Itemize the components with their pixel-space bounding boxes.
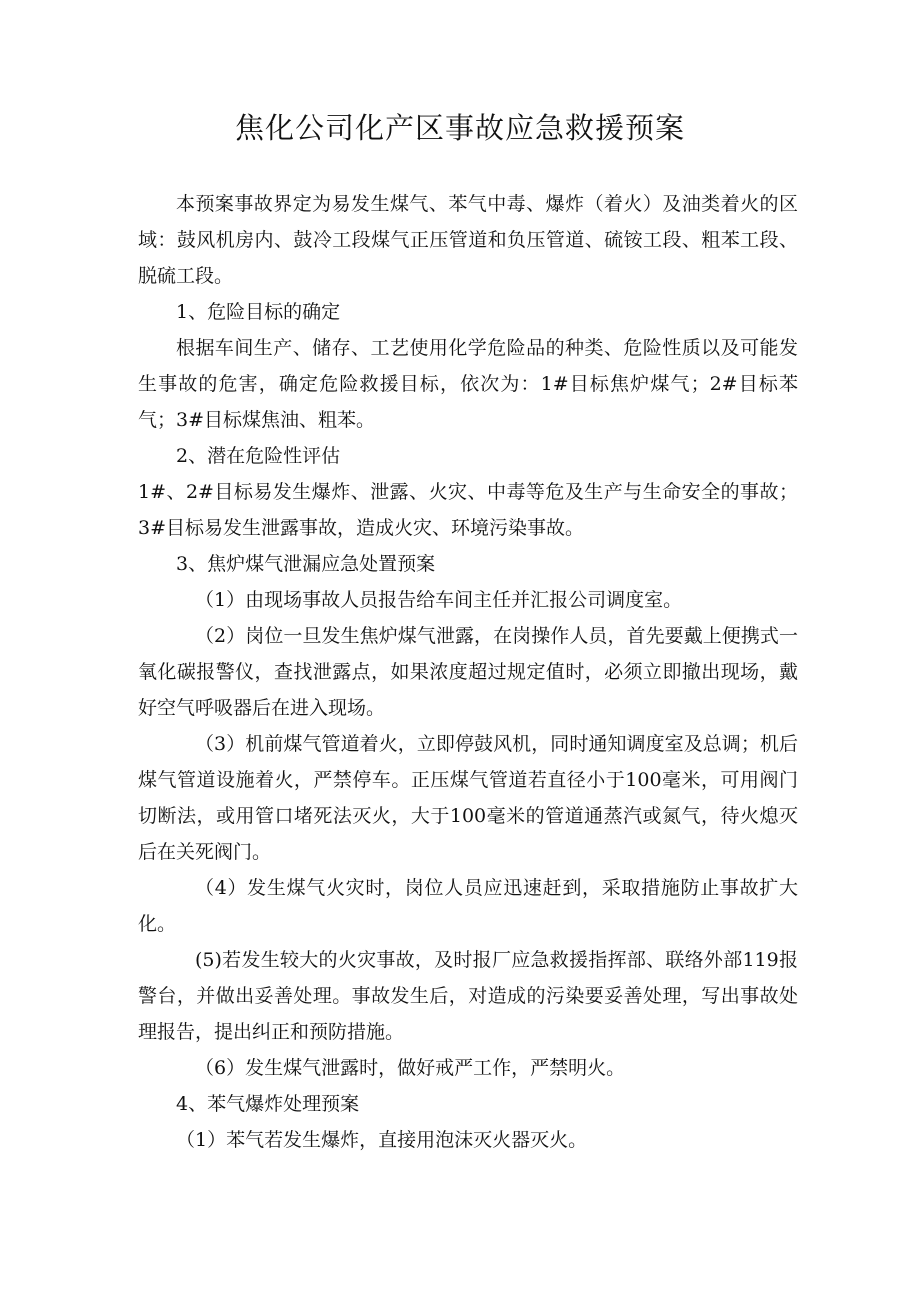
document-body — [138, 186, 798, 1158]
section-3-item-3: （3）机前煤气管道着火，立即停鼓风机，同时通知调度室及总调；机后煤气管道设施着火，严禁停车。正压煤气管道若直径小于100毫米，可用阀门切断法，或用管口堵死法灭火，大于100毫米的管道通蒸汽或氮气，待火熄灭后在关死阀门。 — [138, 733, 798, 863]
section-3-item-5: (5)若发生较大的火灾事故，及时报厂应急救援指挥部、联络外部119报警台，并做出妥善处理。事故发生后，对造成的污染要妥善处理，写出事故处理报告，提出纠正和预防措施。 — [138, 949, 798, 1043]
section-heading-4: 4、苯气爆炸处理预案 — [176, 1093, 360, 1115]
section-3-item-2: （2）岗位一旦发生焦炉煤气泄露，在岗操作人员，首先要戴上便携式一氧化碳报警仪，查找泄露点，如果浓度超过规定值时，必须立即撤出现场，戴好空气呼吸器后在进入现场。 — [138, 625, 798, 719]
section-3-item-1: （1）由现场事故人员报告给车间主任并汇报公司调度室。 — [195, 589, 683, 611]
section-heading-1: 1、危险目标的确定 — [176, 301, 341, 323]
section-3-item-4: （4）发生煤气火灾时，岗位人员应迅速赶到，采取措施防止事故扩大化。 — [138, 877, 798, 935]
intro-paragraph: 本预案事故界定为易发生煤气、苯气中毒、爆炸（着火）及油类着火的区域：鼓风机房内、鼓冷工段煤气正压管道和负压管道、硫铵工段、粗苯工段、脱硫工段。 — [138, 193, 798, 287]
document-title: 焦化公司化产区事故应急救援预案 — [234, 111, 685, 145]
section-4-item-1: （1）苯气若发生爆炸，直接用泡沫灭火器灭火。 — [176, 1129, 588, 1151]
section-heading-2: 2、潜在危险性评估 — [176, 445, 341, 467]
section-3-item-6: （6）发生煤气泄露时，做好戒严工作，严禁明火。 — [195, 1057, 626, 1079]
section-heading-3: 3、焦炉煤气泄漏应急处置预案 — [176, 553, 436, 575]
section-1-paragraph: 根据车间生产、储存、工艺使用化学危险品的种类、危险性质以及可能发生事故的危害，确定危险救援目标，依次为：1#目标焦炉煤气；2#目标苯气；3#目标煤焦油、粗苯。 — [138, 337, 798, 431]
section-2-paragraph: 1#、2#目标易发生爆炸、泄露、火灾、中毒等危及生产与生命安全的事故；3#目标易发生泄露事故，造成火灾、环境污染事故。 — [138, 481, 798, 539]
